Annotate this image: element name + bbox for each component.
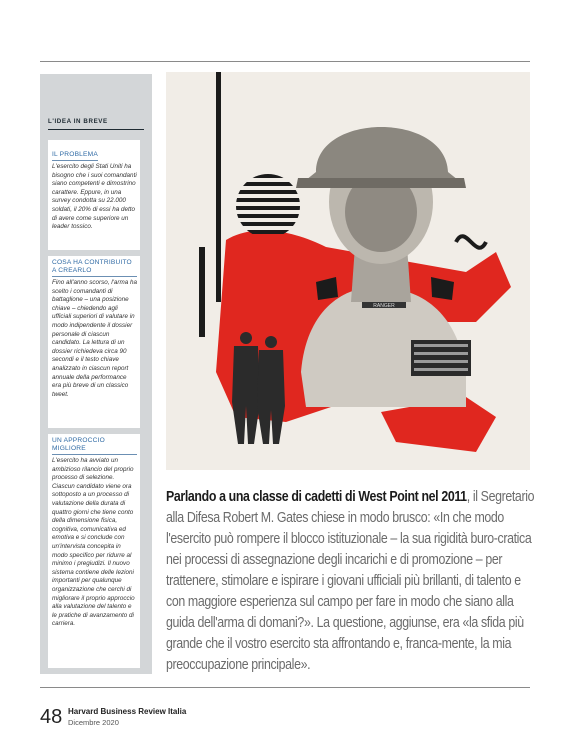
sidebar-box-approach: [48, 434, 140, 668]
sidebar-box-heading: UN APPROCCIO MIGLIORE: [52, 437, 137, 455]
svg-text:RANGER: RANGER: [373, 303, 395, 309]
sidebar-box-heading: COSA HA CONTRIBUITO A CREARLO: [52, 259, 137, 277]
black-bar: [216, 72, 221, 302]
sidebar-box-problem: [48, 140, 140, 250]
article-illustration: [166, 72, 530, 470]
black-squiggle: [456, 236, 486, 248]
black-bar: [199, 247, 205, 337]
sidebar-box-heading: IL PROBLEMA: [52, 151, 98, 161]
bottom-rule: [40, 687, 530, 688]
sidebar-title: L'IDEA IN BREVE: [48, 118, 144, 130]
sidebar-box-body: L'esercito ha avviato un ambizioso rilancio del proprio processo di selezione. Ciascun candidato viene ora sottoposto a un processo di valutazione della durata di quattro giorni che tiene conto della dimensione fisica, cognitiva, comunicativa ed emotiva e si conclude con un'intervista concepita in modo specifico per ridurre al minimo i pregiudizi. Il nuovo sistema contiene delle lezioni importanti per qualunque organizzazione che cerchi di migliorare il proprio approccio alla valutazione del talento e le pratiche di avanzamento di carriera.: [52, 457, 135, 628]
sidebar-box-body: L'esercito degli Stati Uniti ha bisogno che i suoi comandanti siano competenti e dimostrino carattere. Eppure, in una survey condotta su 22.000 soldati, il 20% di essi ha detto di avere come superiore un leader tossico.: [52, 163, 137, 231]
sidebar-box-body: Fino all'anno scorso, l'arma ha scelto i comandanti di battaglione – una posizione chiave – chiedendo agli ufficiali superiori di valutare in modo indipendente il dossier personale di ciascun candidato. La lettura di un dossier richiedeva circa 90 secondi e il testo chiave analizzato in ciascun report annuale della performance era più breve di un classico tweet.: [52, 279, 138, 398]
publication-date: Dicembre 2020: [68, 718, 119, 727]
lead-bold-text: Parlando a una classe di cadetti di West Point nel 2011: [166, 488, 467, 505]
publication-name: Harvard Business Review Italia: [68, 707, 187, 716]
sidebar-panel: [40, 74, 152, 674]
sidebar-box-cause: [48, 256, 140, 428]
article-lead-paragraph: [166, 486, 534, 675]
lead-body-text: , il Segretario alla Difesa Robert M. Gates chiese in modo brusco: «In che modo l'esercito può rompere il blocco istituzionale – la sua rigidità buro-cratica nei processi di assegnazione degli incarichi e di promozione – per trattenere, stimolare e ispirare i giovani ufficiali più brillanti, di talento e con maggiore esperienza sul campo per fare in modo che siano alla guida dell'arma di domani?». La questione, aggiunse, era «la sfida più grande che il vostro esercito sta affrontando e, franca-mente, la mia preoccupazione principale».: [166, 488, 535, 673]
top-rule: [40, 61, 530, 62]
page-number: 48: [40, 706, 63, 728]
